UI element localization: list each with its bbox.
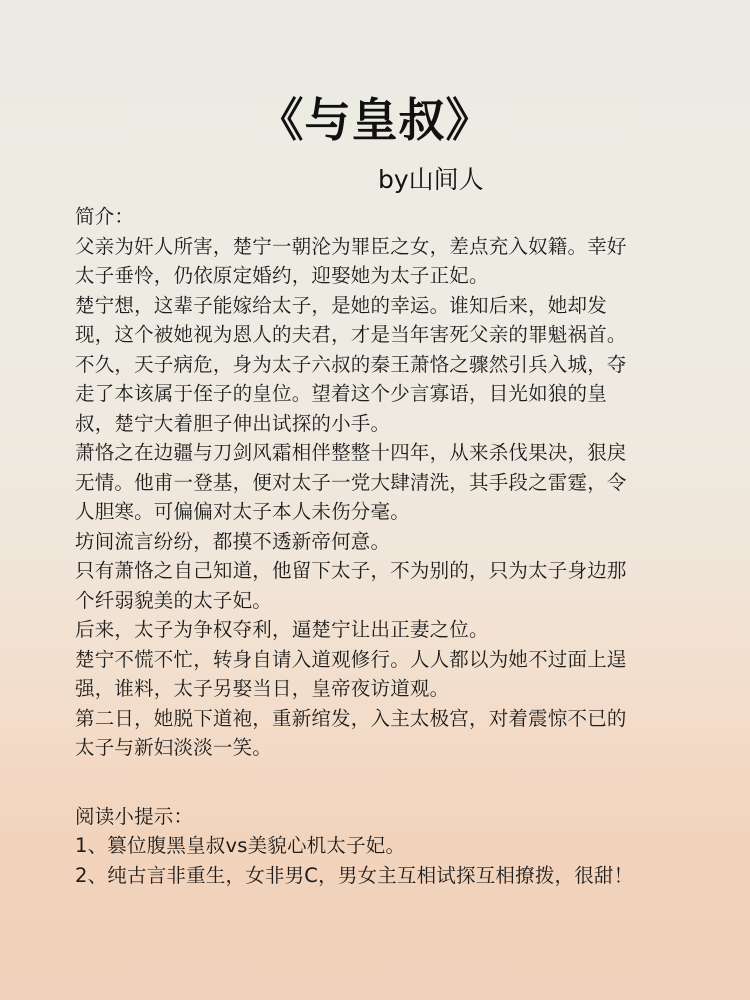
intro-line: 个纤弱貌美的太子妃。 [75,588,273,612]
intro-line: 不久，天子病危，身为太子六叔的秦王萧恪之骤然引兵入城，夺 [75,352,627,376]
section-spacer [75,763,685,802]
intro-line: 强，谁料，太子另娶当日，皇帝夜访道观。 [75,677,450,700]
tips-heading: 阅读小提示： [75,804,194,828]
intro-line: 叔，楚宁大着胆子伸出试探的小手。 [75,411,391,435]
intro-line: 只有萧恪之自己知道，他留下太子，不为别的，只为太子身边那 [75,559,627,582]
intro-line: 人胆寒。可偏偏对太子本人未伤分毫。 [75,500,410,523]
intro-line: 父亲为奸人所害，楚宁一朝沦为罪臣之女，差点充入奴籍。幸好 [75,234,627,258]
intro-line: 萧恪之在边疆与刀剑风霜相伴整整十四年，从来杀伐果决，狠戾 [75,441,627,464]
synopsis-body [75,202,685,890]
intro-line: 第二日，她脱下道袍，重新绾发，入主太极宫，对着震惊不已的 [75,706,627,730]
tip-item: 2、纯古言非重生，女非男C，男女主互相试探互相撩拨，很甜！ [75,863,634,887]
intro-line: 楚宁想，这辈子能嫁给太子，是她的幸运。谁知后来，她却发 [75,293,607,317]
intro-line: 太子与新妇淡淡一笑。 [75,736,273,759]
intro-line: 后来，太子为争权夺利，逼楚宁让出正妻之位。 [75,618,489,641]
author-byline: by山间人 [378,165,484,194]
intro-line: 走了本该属于侄子的皇位。望着这个少言寡语，目光如狼的皇 [75,382,607,405]
intro-line: 太子垂怜，仍依原定婚约，迎娶她为太子正妃。 [75,264,489,287]
intro-heading: 简介： [75,205,135,228]
intro-line: 楚宁不慌不忙，转身自请入道观修行。人人都以为她不过面上逞 [75,647,627,671]
intro-line: 坊间流言纷纷，都摸不透新帝何意。 [75,529,391,553]
intro-line: 无情。他甫一登基，便对太子一党大肆清洗，其手段之雷霆，令 [75,470,627,494]
tip-item: 1、篡位腹黑皇叔vs美貌心机太子妃。 [75,834,406,857]
book-title: 《与皇叔》 [257,93,493,147]
intro-line: 现，这个被她视为恩人的夫君，才是当年害死父亲的罪魁祸首。 [75,323,627,346]
